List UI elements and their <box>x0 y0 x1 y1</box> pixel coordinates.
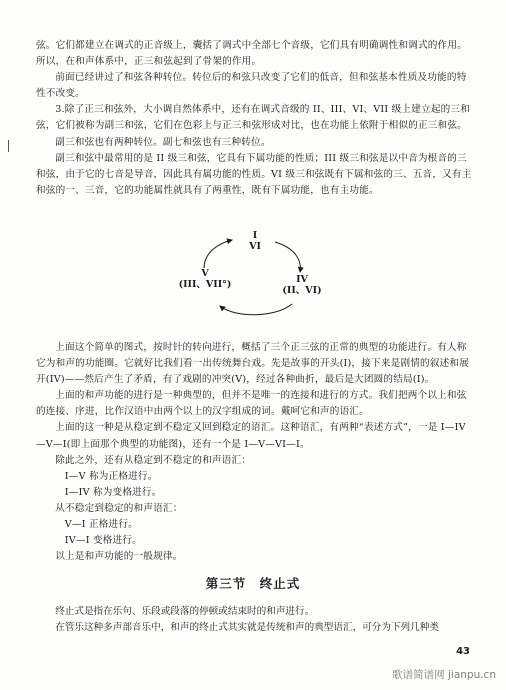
label-tonic <box>238 230 272 252</box>
paragraph: I—V 称为正格进行。 <box>64 470 158 482</box>
function-circle-diagram <box>180 226 330 326</box>
body-text-middle <box>36 340 472 565</box>
paragraph: 副三和弦也有两种转位。副七和弦也有三种转位。 <box>55 136 271 148</box>
label-tonic-sub: VI <box>249 241 261 252</box>
label-tonic-main: I <box>252 230 258 241</box>
arrow-top-to-right <box>275 242 300 272</box>
body-text-top <box>36 38 472 199</box>
paragraph: V—I 正格进行。 <box>64 519 138 531</box>
paragraph: 副三和弦中最常用的是 II 级三和弦，它具有下属功能的性质；III 级三和弦是以中音为根音的三和弦，由于它的七音是导音，因此具有属功能的性质。VI 级三和弦既有下属和弦的三、五音，又有主和弦的一、三音，它的功能属性就具有了两重性，既有下属功能，也有主功能。 <box>36 152 472 196</box>
paragraph: 除此之外，还有从稳定到不稳定的和声语汇： <box>55 454 252 466</box>
paragraph: 以上是和声功能的一般规律。 <box>55 551 183 563</box>
body-text-tail <box>36 604 472 636</box>
label-subdominant-main: IV <box>296 274 308 285</box>
paragraph: IV—I 变格进行。 <box>64 535 142 547</box>
arrow-right-to-left <box>220 304 292 315</box>
paragraph: 3.除了正三和弦外，大小调自然体系中，还有在调式音级的 II、III、VI、VII 级上建立起的三和弦，它们被称为副三和弦，它们在色彩上与正三和弦形成对比，也在功能上依附于相似的正三和弦。 <box>36 104 470 132</box>
paragraph: 终止式是指在乐句、乐段或段落的停顿或结束时的和声进行。 <box>55 606 315 617</box>
section-title: 第三节 终止式 <box>205 576 301 591</box>
watermark: 歌谱简谱网 jianpu.cn <box>392 669 496 681</box>
paragraph: 从不稳定到稳定的和声语汇： <box>55 502 183 514</box>
label-dominant-sub: (III、VII°) <box>178 279 232 290</box>
paragraph: 弦。它们都建立在调式的正音级上，囊括了调式中全部七个音级，它们具有明确调性和调式的作用。所以，在和声体系中，正三和弦起到了骨架的作用。 <box>36 40 467 68</box>
paragraph: I—IV 称为变格进行。 <box>64 486 162 498</box>
paragraph: 上面的和声功能的进行是一种典型的，但并不是唯一的连接和进行的方式。我们把两个以上和弦的连接、序进，比作汉语中由两个以上的汉字组成的词。戴呵它和声的语汇。 <box>36 390 467 418</box>
label-dominant-main: V <box>201 268 209 279</box>
label-subdominant <box>276 274 328 296</box>
paragraph: 上面的这一种是从稳定到不稳定又回到稳定的语汇。这种语汇，有两种“表述方式”，一是 I—IV—V—I(即上面那个典型的功能图)，还有一个是 I—V—VI—I。 <box>36 422 466 450</box>
paragraph: 前面已经讲过了和弦各种转位。转位后的和弦只改变了它们的低音，但和弦基本性质及功能的特性不改变。 <box>36 72 467 100</box>
arrow-left-to-top <box>204 240 232 268</box>
paragraph: 在管乐这种多声部音乐中，和声的终止式其实就是传统和声的典型语汇，可分为下列几种类 <box>55 622 439 634</box>
margin-mark <box>8 140 9 152</box>
label-subdominant-sub: (II、VI) <box>282 285 322 296</box>
label-dominant <box>174 268 236 290</box>
page-number: 43 <box>456 646 470 657</box>
paragraph: 上面这个简单的图式，按时针的转向进行，概括了三个正三弦的正常的典型的功能进行。有人称它为和声的功能圈。它就好比我们看一出传统舞台戏。先是故事的开头(I)，接下来是剧情的叙述和展开(IV)——然后产生了矛盾，有了戏剧的冲突(V)，经过各种曲折，最后是大团圆的结局(I)。 <box>36 342 470 386</box>
